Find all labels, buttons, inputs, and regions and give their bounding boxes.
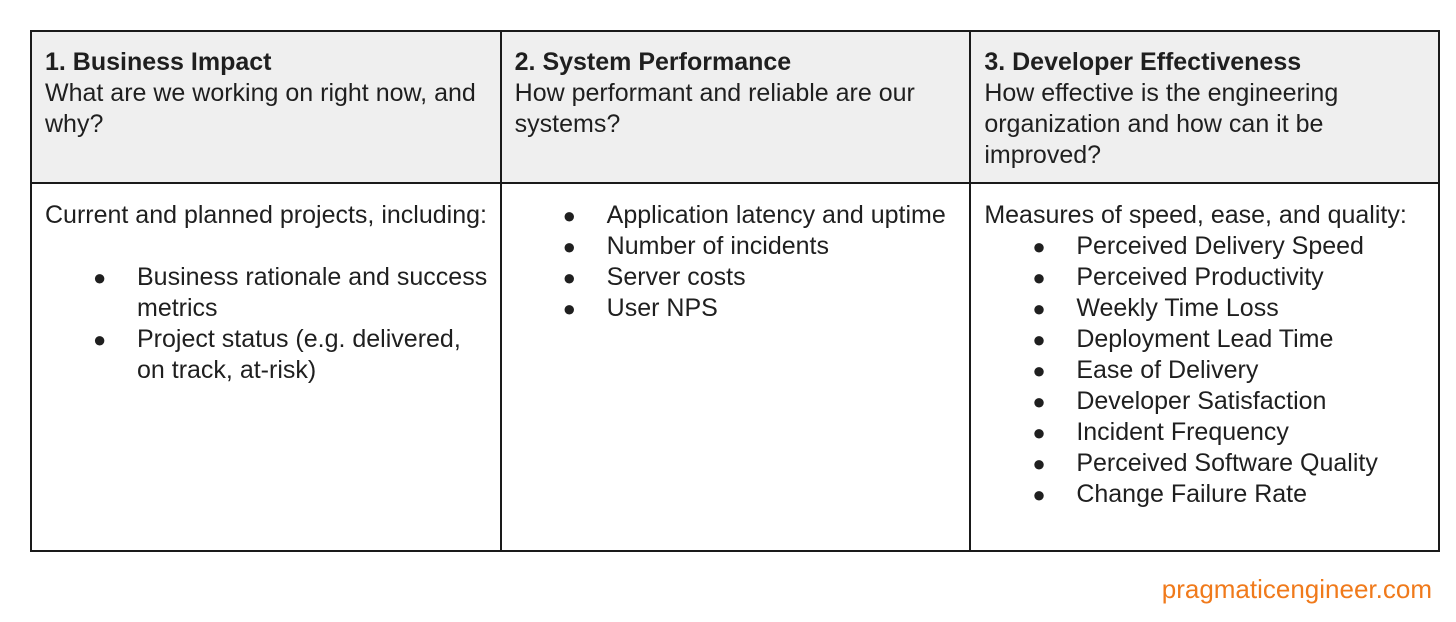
list-item [515, 231, 958, 262]
bullet-icon: ● [562, 265, 576, 290]
bullet-icon: ● [1032, 358, 1046, 383]
column-question: How effective is the engineering organization and how can it be improved? [984, 79, 1339, 169]
column-title: 3. Developer Effectiveness [984, 48, 1302, 76]
bullet-icon: ● [93, 265, 107, 290]
bullet-list [515, 200, 958, 324]
body-cell-developer-effectiveness [970, 183, 1439, 551]
header-cell-business-impact [31, 31, 501, 183]
watermark-text: pragmaticengineer.com [1161, 574, 1432, 604]
list-item-text: Project status (e.g. delivered, on track, at-risk) [137, 325, 461, 384]
list-item-text: Perceived Productivity [1076, 263, 1324, 291]
list-item-text: Deployment Lead Time [1076, 325, 1334, 353]
column-title: 1. Business Impact [45, 48, 272, 76]
list-item-text: Change Failure Rate [1076, 480, 1308, 508]
header-row [31, 31, 1439, 183]
bullet-icon: ● [1032, 327, 1046, 352]
framework-table [30, 30, 1440, 552]
list-item [984, 262, 1426, 293]
list-item-text: Number of incidents [606, 232, 829, 260]
list-item-text: Perceived Software Quality [1076, 449, 1378, 477]
list-item-text: Weekly Time Loss [1076, 294, 1279, 322]
column-title: 2. System Performance [514, 48, 792, 76]
bullet-icon: ● [1032, 265, 1046, 290]
bullet-icon: ● [562, 234, 576, 259]
bullet-icon: ● [1032, 234, 1046, 259]
bullet-list [45, 262, 488, 386]
header-cell-system-performance [501, 31, 971, 183]
spacer [45, 231, 488, 262]
bullet-icon: ● [562, 203, 576, 228]
list-item-text: Perceived Delivery Speed [1076, 232, 1364, 260]
bullet-list [984, 231, 1426, 510]
bullet-icon: ● [1032, 482, 1046, 507]
list-item [984, 479, 1426, 510]
list-item [515, 200, 958, 231]
list-item [515, 293, 958, 324]
body-row [31, 183, 1439, 551]
header-cell-developer-effectiveness [970, 31, 1439, 183]
body-cell-business-impact [31, 183, 501, 551]
cell-intro: Measures of speed, ease, and quality: [984, 201, 1407, 229]
list-item [984, 231, 1426, 262]
bullet-icon: ● [1032, 451, 1046, 476]
list-item [984, 355, 1426, 386]
list-item-text: Application latency and uptime [606, 201, 946, 229]
bullet-icon: ● [1032, 389, 1046, 414]
list-item [984, 386, 1426, 417]
bullet-icon: ● [93, 327, 107, 352]
list-item-text: Incident Frequency [1076, 418, 1289, 446]
bullet-icon: ● [1032, 296, 1046, 321]
list-item [984, 293, 1426, 324]
list-item [45, 262, 488, 324]
list-item [984, 448, 1426, 479]
cell-intro: Current and planned projects, including: [45, 201, 487, 229]
list-item [984, 324, 1426, 355]
bullet-icon: ● [562, 296, 576, 321]
list-item-text: Business rationale and success metrics [137, 263, 488, 322]
bullet-icon: ● [1032, 420, 1046, 445]
body-cell-system-performance [501, 183, 971, 551]
column-question: How performant and reliable are our systems? [514, 79, 915, 138]
list-item-text: Developer Satisfaction [1076, 387, 1327, 415]
list-item-text: Ease of Delivery [1076, 356, 1259, 384]
list-item [45, 324, 488, 386]
list-item-text: User NPS [606, 294, 718, 322]
list-item [984, 417, 1426, 448]
list-item [515, 262, 958, 293]
column-question: What are we working on right now, and why? [45, 79, 476, 138]
list-item-text: Server costs [606, 263, 746, 291]
